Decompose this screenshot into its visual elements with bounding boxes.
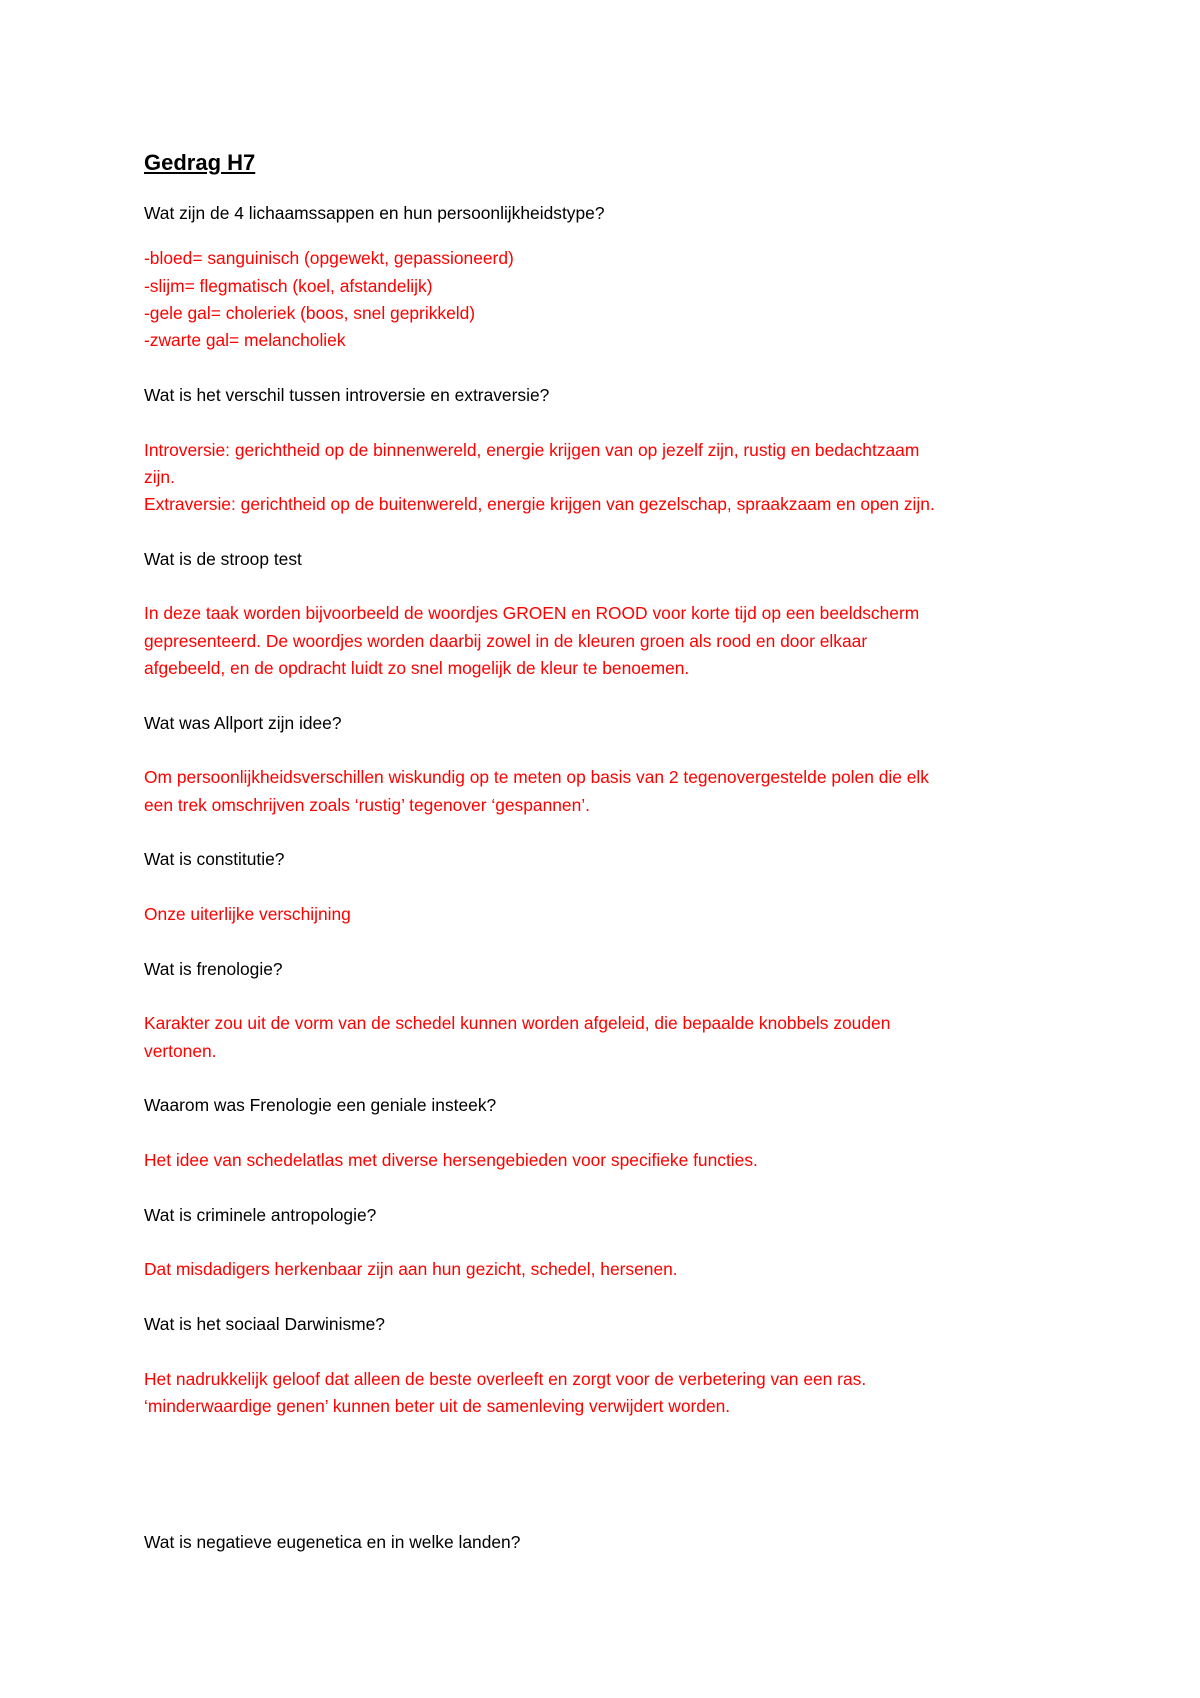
answer-9-line-1: Het nadrukkelijk geloof dat alleen de beste overleeft en zorgt voor de verbetering van een ras. [144, 1369, 867, 1389]
answer-1-line-2: -slijm= flegmatisch (koel, afstandelijk) [144, 276, 433, 296]
answer-5-line-1: Onze uiterlijke verschijning [144, 904, 351, 924]
question-1: Wat zijn de 4 lichaamssappen en hun persoonlijkheidstype? [144, 203, 605, 223]
question-10: Wat is negatieve eugenetica en in welke landen? [144, 1532, 521, 1552]
answer-4-line-1: Om persoonlijkheidsverschillen wiskundig op te meten op basis van 2 tegenovergestelde polen die elk [144, 767, 929, 787]
answer-8-line-1: Dat misdadigers herkenbaar zijn aan hun gezicht, schedel, hersenen. [144, 1259, 678, 1279]
answer-6-line-2: vertonen. [144, 1041, 217, 1061]
question-7: Waarom was Frenologie een geniale insteek? [144, 1095, 497, 1115]
document-title: Gedrag H7 [144, 150, 256, 175]
answer-9-line-2: ‘minderwaardige genen’ kunnen beter uit de samenleving verwijdert worden. [144, 1396, 731, 1416]
answer-1-line-1: -bloed= sanguinisch (opgewekt, gepassioneerd) [144, 248, 514, 268]
answer-6-line-1: Karakter zou uit de vorm van de schedel kunnen worden afgeleid, die bepaalde knobbels zouden [144, 1013, 891, 1033]
question-2: Wat is het verschil tussen introversie en extraversie? [144, 385, 550, 405]
answer-2-line-2: zijn. [144, 467, 175, 487]
question-5: Wat is constitutie? [144, 849, 285, 869]
question-4: Wat was Allport zijn idee? [144, 713, 342, 733]
answer-3-line-1: In deze taak worden bijvoorbeeld de woordjes GROEN en ROOD voor korte tijd op een beeldscherm [144, 603, 920, 623]
question-9: Wat is het sociaal Darwinisme? [144, 1314, 385, 1334]
question-3: Wat is de stroop test [144, 549, 302, 569]
question-6: Wat is frenologie? [144, 959, 283, 979]
question-8: Wat is criminele antropologie? [144, 1205, 377, 1225]
answer-1-line-4: -zwarte gal= melancholiek [144, 330, 346, 350]
answer-4-line-2: een trek omschrijven zoals ‘rustig’ tegenover ‘gespannen’. [144, 795, 590, 815]
answer-3-line-2: gepresenteerd. De woordjes worden daarbij zowel in de kleuren groen als rood en door elkaar [144, 631, 868, 651]
answer-1-line-3: -gele gal= choleriek (boos, snel geprikkeld) [144, 303, 476, 323]
answer-3-line-3: afgebeeld, en de opdracht luidt zo snel mogelijk de kleur te benoemen. [144, 658, 690, 678]
answer-7-line-1: Het idee van schedelatlas met diverse hersengebieden voor specifieke functies. [144, 1150, 758, 1170]
answer-2-line-1: Introversie: gerichtheid op de binnenwereld, energie krijgen van op jezelf zijn, rustig en bedachtzaam [144, 440, 920, 460]
answer-2-line-3: Extraversie: gerichtheid op de buitenwereld, energie krijgen van gezelschap, spraakzaam en open zijn. [144, 494, 935, 514]
